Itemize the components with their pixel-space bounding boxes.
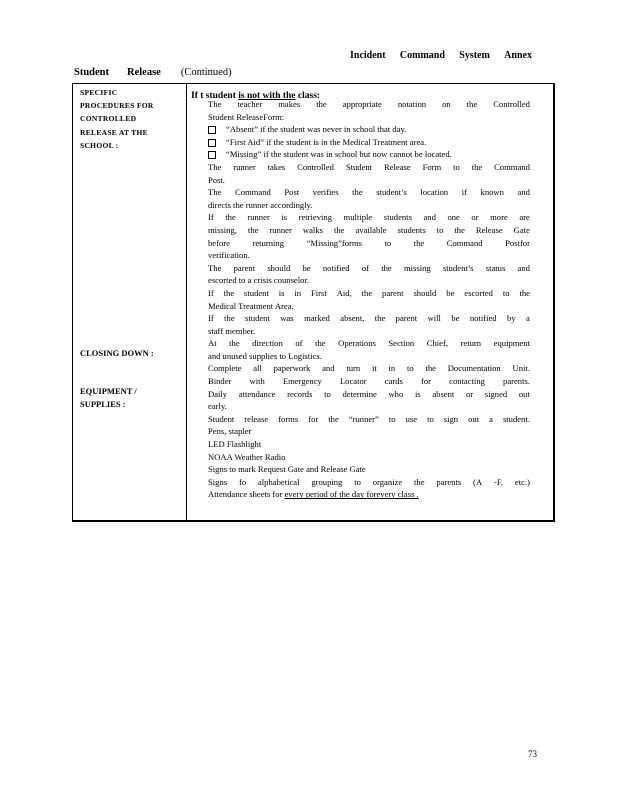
text-line: At the direction of the Operations Section Chief, return equipment xyxy=(208,338,530,349)
label-line: SCHOOL : xyxy=(80,140,119,150)
header-word: Annex xyxy=(504,50,532,61)
text-line: NOAA Weather Radio xyxy=(208,451,286,462)
label-line: SPECIFIC xyxy=(80,88,118,97)
section-heading xyxy=(74,67,232,78)
bullet-item: “First Aid” if the student is in the Medical Treatment area. xyxy=(208,136,530,149)
section-title-b: Release xyxy=(127,67,161,78)
label-line: CONTROLLED xyxy=(80,114,137,124)
text-line: staff member. xyxy=(208,325,256,336)
label-closing-down: CLOSING DOWN : xyxy=(80,348,154,358)
text-line: Post. xyxy=(208,174,225,185)
label-line: PROCEDURES FOR xyxy=(80,101,154,111)
text-line: escorted to a crisis counselor. xyxy=(208,275,309,286)
section-title-a: Student xyxy=(74,67,110,78)
label-line: RELEASE AT THE xyxy=(80,127,148,137)
text-line: Signs fo alphabetical grouping to organize the parents (A -F, etc.) xyxy=(208,476,530,487)
label-line: EQUIPMENT / xyxy=(80,386,137,396)
text-line: The Command Post verifies the student’s location if known and xyxy=(208,187,530,198)
procedure-text xyxy=(208,98,530,501)
text-line: Medical Treatment Area. xyxy=(208,300,294,311)
text-line: early. xyxy=(208,401,227,412)
label-line: SUPPLIES : xyxy=(80,399,126,410)
bullet-box-icon xyxy=(208,151,216,159)
text-line: Student ReleaseForm: xyxy=(208,111,285,122)
text-line: Student release forms for the “runner” to use to sign out a student. xyxy=(208,413,530,424)
text-line: LED Flashlight xyxy=(208,439,262,450)
text-line: Signs to mark Request Gate and Release Gate xyxy=(208,464,366,475)
bullet-box-icon xyxy=(208,139,216,147)
text-line: and unused supplies to Logistics. xyxy=(208,350,322,361)
text-line: Attendance sheets for every period of the day forevery class . xyxy=(208,489,419,500)
text-line: Daily attendance records to determine who is absent or signed out xyxy=(208,388,530,399)
text-line: missing, the runner walks the available students to the Release Gate xyxy=(208,224,530,235)
bullet-item: “Missing” if the student was in school but now cannot be located. xyxy=(208,148,530,161)
text-line: The runner takes Controlled Student Release Form to the Command xyxy=(208,161,530,172)
running-header xyxy=(350,50,532,61)
header-word: Command xyxy=(399,50,445,61)
bullet-box-icon xyxy=(208,126,216,134)
text-line: If the student was marked absent, the parent will be notified by a xyxy=(208,313,530,324)
text-line: Binder with Emergency Locator cards for contacting parents. xyxy=(208,376,530,387)
text-line: If the runner is retrieving multiple students and one or more are xyxy=(208,212,530,223)
label-equipment-supplies xyxy=(80,385,137,411)
subsection-title: If t student is not with the class: xyxy=(191,91,321,101)
text-line: directs the runner accordingly. xyxy=(208,199,313,210)
text-line: If the student is in First Aid, the parent should be escorted to the xyxy=(208,287,530,298)
column-divider xyxy=(186,83,187,522)
label-specific-procedures xyxy=(80,86,154,152)
text-line: The teacher makes the appropriate notation on the Controlled xyxy=(208,99,530,109)
text-line: before returning “Missing”forms to the Command Postfor xyxy=(208,237,530,248)
text-line: The parent should be notified of the missing student’s status and xyxy=(208,262,530,273)
bullet-item: “Absent” if the student was never in school that day. xyxy=(208,123,530,136)
text-line: Pens, stapler xyxy=(208,426,252,437)
header-word: System xyxy=(459,50,490,61)
page-number: 73 xyxy=(528,749,537,759)
text-line: verification. xyxy=(208,250,250,261)
text-line: Complete all paperwork and turn it in to the Documentation Unit. xyxy=(208,363,530,374)
continued-label: (Continued) xyxy=(180,67,232,78)
header-word: Incident xyxy=(350,50,386,61)
